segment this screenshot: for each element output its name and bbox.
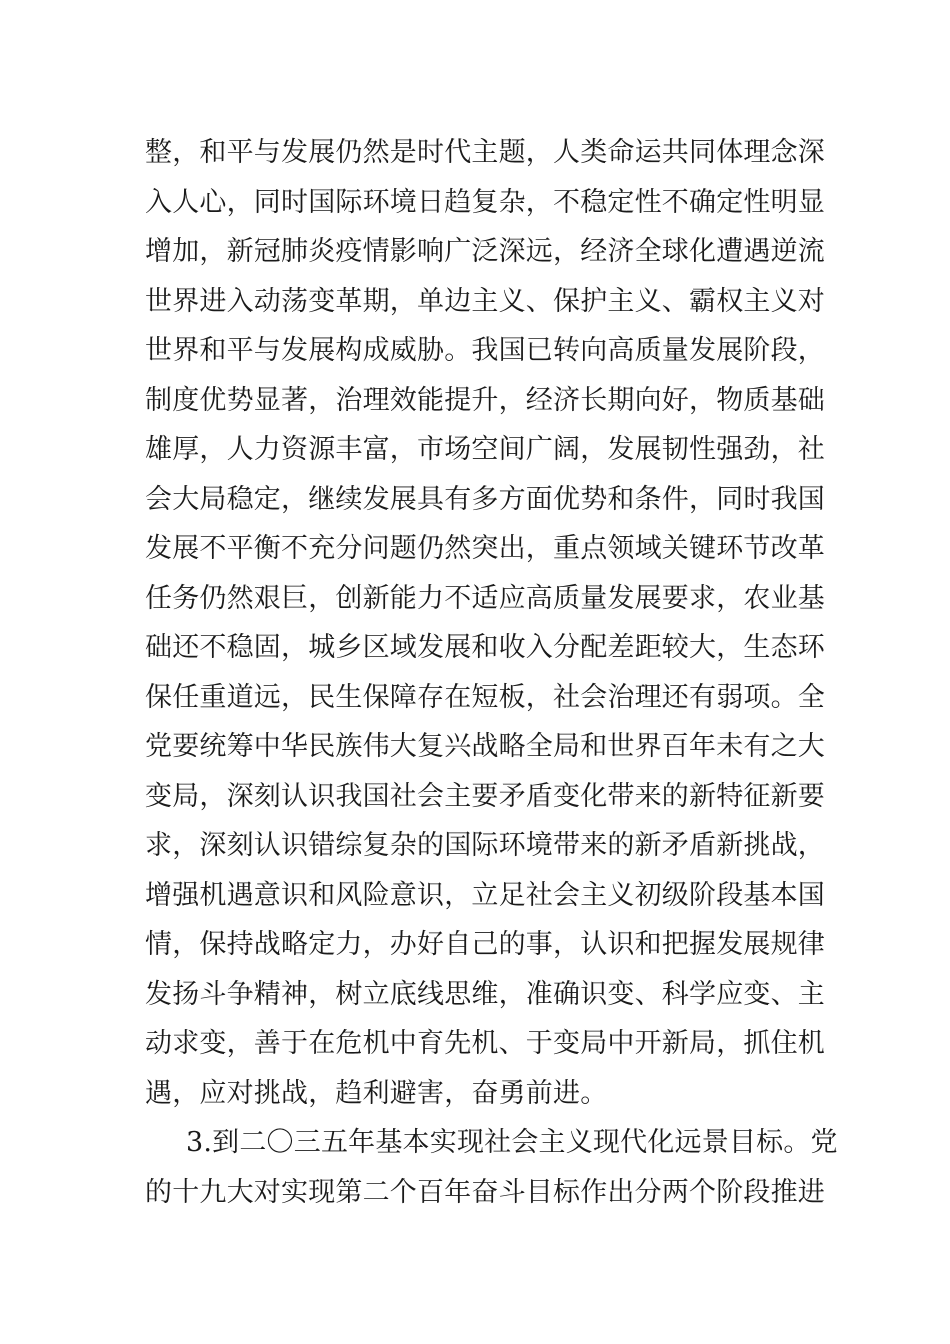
text-line: 世界和平与发展构成威胁。我国已转向高质量发展阶段， [145,335,825,366]
text-line: 遇，应对挑战，趋利避害，奋勇前进。 [145,1078,608,1109]
text-line: 求，深刻认识错综复杂的国际环境带来的新矛盾新挑战， [145,830,825,861]
text-line: 保任重道远，民生保障存在短板，社会治理还有弱项。全 [145,682,825,713]
text-line: 世界进入动荡变革期，单边主义、保护主义、霸权主义对 [145,286,825,317]
text-line: 会大局稳定，继续发展具有多方面优势和条件，同时我国 [145,484,825,515]
text-line: 发扬斗争精神，树立底线思维，准确识变、科学应变、主 [145,979,825,1010]
text-line: 任务仍然艰巨，创新能力不适应高质量发展要求，农业基 [145,583,825,614]
text-line: 情，保持战略定力，办好自己的事，认识和把握发展规律 [145,929,825,960]
text-line: 制度优势显著，治理效能提升，经济长期向好，物质基础 [145,385,825,416]
text-line: 增强机遇意识和风险意识，立足社会主义初级阶段基本国 [145,880,825,911]
text-line: 整，和平与发展仍然是时代主题，人类命运共同体理念深 [145,137,825,168]
text-line: 党要统筹中华民族伟大复兴战略全局和世界百年未有之大 [145,731,825,762]
text-line: 变局，深刻认识我国社会主要矛盾变化带来的新特征新要 [145,781,825,812]
text-line: 动求变，善于在危机中育先机、于变局中开新局，抓住机 [145,1028,825,1059]
text-line: 入人心，同时国际环境日趋复杂，不稳定性不确定性明显 [145,187,825,218]
text-line: 的十九大对实现第二个百年奋斗目标作出分两个阶段推进 [145,1177,825,1208]
section-heading-line: 3.到二〇三五年基本实现社会主义现代化远景目标。党 [186,1127,838,1158]
text-line: 增加，新冠肺炎疫情影响广泛深远，经济全球化遭遇逆流 [145,236,825,267]
text-line: 础还不稳固，城乡区域发展和收入分配差距较大，生态环 [145,632,825,663]
text-line: 发展不平衡不充分问题仍然突出，重点领域关键环节改革 [145,533,825,564]
text-line: 雄厚，人力资源丰富，市场空间广阔，发展韧性强劲，社 [145,434,825,465]
